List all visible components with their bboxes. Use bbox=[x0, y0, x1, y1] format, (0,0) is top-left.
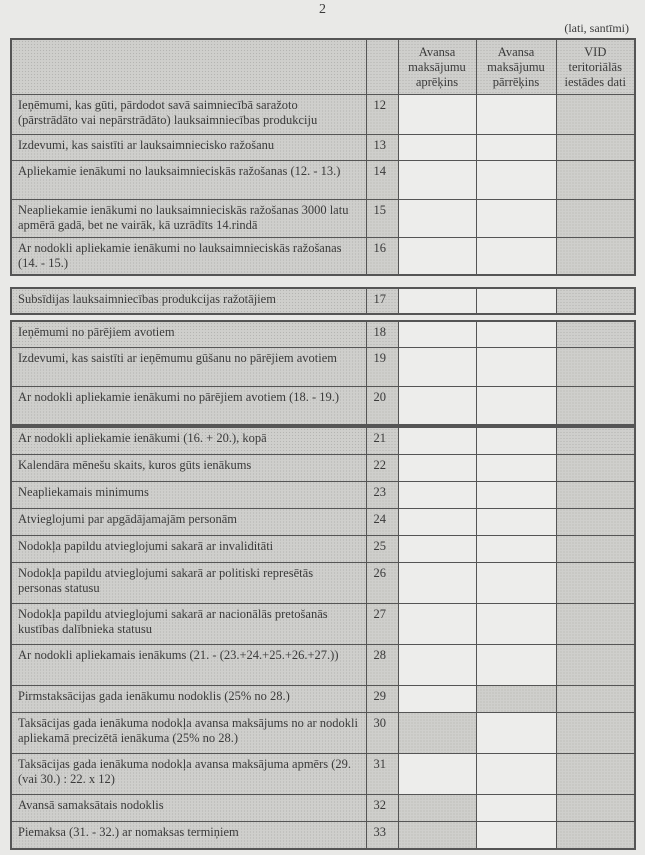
vid-data-cell bbox=[556, 508, 635, 535]
advance-calculation-cell[interactable] bbox=[398, 603, 476, 644]
advance-recalculation-cell[interactable] bbox=[476, 134, 556, 160]
row-description: Piemaksa (31. - 32.) ar nomaksas termiņiem bbox=[11, 821, 366, 849]
table-row bbox=[11, 288, 635, 314]
table-row bbox=[11, 603, 635, 644]
row-number: 29 bbox=[366, 685, 398, 712]
advance-recalculation-cell[interactable] bbox=[476, 199, 556, 237]
tax-calculation-table bbox=[10, 426, 636, 850]
header-advance-recalculation: Avansa maksājumu pārrēķins bbox=[476, 39, 556, 94]
advance-calculation-cell[interactable] bbox=[398, 427, 476, 454]
row-number: 12 bbox=[366, 94, 398, 134]
row-description: Ieņēmumi, kas gūti, pārdodot savā saimniecībā saražoto (pārstrādāto vai nepārstrādāto) lauksaimniecības produkciju bbox=[11, 94, 366, 134]
row-description: Neapliekamais minimums bbox=[11, 481, 366, 508]
table-row bbox=[11, 535, 635, 562]
vid-data-cell bbox=[556, 386, 635, 425]
advance-calculation-cell[interactable] bbox=[398, 94, 476, 134]
advance-recalculation-cell[interactable] bbox=[476, 481, 556, 508]
table-row bbox=[11, 427, 635, 454]
row-description: Avansā samaksātais nodoklis bbox=[11, 794, 366, 821]
advance-recalculation-cell[interactable] bbox=[476, 603, 556, 644]
row-number: 19 bbox=[366, 347, 398, 386]
table-row bbox=[11, 199, 635, 237]
row-description: Nodokļa papildu atvieglojumi sakarā ar politiski represētās personas statusu bbox=[11, 562, 366, 603]
row-description: Nodokļa papildu atvieglojumi sakarā ar nacionālās pretošanās kustības dalībnieka statusu bbox=[11, 603, 366, 644]
advance-recalculation-cell[interactable] bbox=[476, 347, 556, 386]
advance-calculation-cell bbox=[398, 821, 476, 849]
header-desc-cell bbox=[11, 39, 366, 94]
advance-calculation-cell[interactable] bbox=[398, 160, 476, 199]
page-number: 2 bbox=[319, 2, 326, 17]
row-number: 21 bbox=[366, 427, 398, 454]
advance-recalculation-cell[interactable] bbox=[476, 712, 556, 753]
row-description: Ar nodokli apliekamie ienākumi no pārējiem avotiem (18. - 19.) bbox=[11, 386, 366, 425]
vid-data-cell bbox=[556, 321, 635, 347]
header-row bbox=[11, 39, 635, 94]
advance-calculation-cell[interactable] bbox=[398, 386, 476, 425]
row-number: 14 bbox=[366, 160, 398, 199]
row-number: 27 bbox=[366, 603, 398, 644]
advance-calculation-cell bbox=[398, 794, 476, 821]
advance-recalculation-cell[interactable] bbox=[476, 644, 556, 685]
table-row bbox=[11, 644, 635, 685]
table-row bbox=[11, 160, 635, 199]
advance-calculation-cell[interactable] bbox=[398, 288, 476, 314]
row-description: Ieņēmumi no pārējiem avotiem bbox=[11, 321, 366, 347]
vid-data-cell bbox=[556, 794, 635, 821]
table-row bbox=[11, 712, 635, 753]
vid-data-cell bbox=[556, 199, 635, 237]
vid-data-cell bbox=[556, 562, 635, 603]
advance-recalculation-cell[interactable] bbox=[476, 321, 556, 347]
row-description: Izdevumi, kas saistīti ar lauksaimniecisko ražošanu bbox=[11, 134, 366, 160]
advance-recalculation-cell[interactable] bbox=[476, 427, 556, 454]
header-vid-data: VID teritoriālās iestādes dati bbox=[556, 39, 635, 94]
advance-recalculation-cell[interactable] bbox=[476, 160, 556, 199]
row-description: Apliekamie ienākumi no lauksaimnieciskās ražošanas (12. - 13.) bbox=[11, 160, 366, 199]
advance-recalculation-cell[interactable] bbox=[476, 386, 556, 425]
advance-calculation-cell[interactable] bbox=[398, 508, 476, 535]
other-sources-table bbox=[10, 320, 636, 426]
row-number: 17 bbox=[366, 288, 398, 314]
advance-recalculation-cell[interactable] bbox=[476, 794, 556, 821]
advance-recalculation-cell[interactable] bbox=[476, 821, 556, 849]
vid-data-cell bbox=[556, 644, 635, 685]
advance-recalculation-cell[interactable] bbox=[476, 288, 556, 314]
table-row bbox=[11, 94, 635, 134]
row-description: Subsīdijas lauksaimniecības produkcijas ražotājiem bbox=[11, 288, 366, 314]
row-number: 15 bbox=[366, 199, 398, 237]
row-number: 16 bbox=[366, 237, 398, 275]
row-number: 25 bbox=[366, 535, 398, 562]
row-number: 20 bbox=[366, 386, 398, 425]
advance-recalculation-cell[interactable] bbox=[476, 94, 556, 134]
advance-calculation-cell[interactable] bbox=[398, 562, 476, 603]
row-number: 24 bbox=[366, 508, 398, 535]
row-description: Taksācijas gada ienākuma nodokļa avansa maksājums no ar nodokli apliekamā precizētā ienākuma (25% no 28.) bbox=[11, 712, 366, 753]
row-description: Taksācijas gada ienākuma nodokļa avansa maksājuma apmērs (29. (vai 30.) : 22. x 12) bbox=[11, 753, 366, 794]
table-row bbox=[11, 454, 635, 481]
row-description: Neapliekamie ienākumi no lauksaimnieciskās ražošanas 3000 latu apmērā gadā, bet ne vairāk, kā uzrādīts 14.rindā bbox=[11, 199, 366, 237]
row-number: 28 bbox=[366, 644, 398, 685]
row-number: 26 bbox=[366, 562, 398, 603]
row-number: 31 bbox=[366, 753, 398, 794]
vid-data-cell bbox=[556, 427, 635, 454]
vid-data-cell bbox=[556, 603, 635, 644]
table-row bbox=[11, 562, 635, 603]
row-description: Nodokļa papildu atvieglojumi sakarā ar invaliditāti bbox=[11, 535, 366, 562]
row-number: 22 bbox=[366, 454, 398, 481]
advance-calculation-cell[interactable] bbox=[398, 685, 476, 712]
row-description: Pirmstaksācijas gada ienākumu nodoklis (25% no 28.) bbox=[11, 685, 366, 712]
row-description: Ar nodokli apliekamie ienākumi no lauksaimnieciskās ražošanas (14. - 15.) bbox=[11, 237, 366, 275]
row-number: 23 bbox=[366, 481, 398, 508]
table-row bbox=[11, 134, 635, 160]
row-description: Izdevumi, kas saistīti ar ieņēmumu gūšanu no pārējiem avotiem bbox=[11, 347, 366, 386]
header-advance-calculation: Avansa maksājumu aprēķins bbox=[398, 39, 476, 94]
vid-data-cell bbox=[556, 481, 635, 508]
advance-recalculation-cell[interactable] bbox=[476, 753, 556, 794]
advance-calculation-cell[interactable] bbox=[398, 644, 476, 685]
vid-data-cell bbox=[556, 821, 635, 849]
table-row bbox=[11, 753, 635, 794]
table-row bbox=[11, 794, 635, 821]
vid-data-cell bbox=[556, 685, 635, 712]
advance-calculation-cell[interactable] bbox=[398, 134, 476, 160]
advance-recalculation-cell[interactable] bbox=[476, 237, 556, 275]
vid-data-cell bbox=[556, 753, 635, 794]
advance-recalculation-cell[interactable] bbox=[476, 562, 556, 603]
advance-recalculation-cell[interactable] bbox=[476, 454, 556, 481]
vid-data-cell bbox=[556, 347, 635, 386]
table-row bbox=[11, 237, 635, 275]
row-description: Kalendāra mēnešu skaits, kuros gūts ienākums bbox=[11, 454, 366, 481]
advance-calculation-cell[interactable] bbox=[398, 454, 476, 481]
row-description: Ar nodokli apliekamie ienākumi (16. + 20.), kopā bbox=[11, 427, 366, 454]
advance-calculation-cell[interactable] bbox=[398, 535, 476, 562]
row-number: 33 bbox=[366, 821, 398, 849]
advance-calculation-cell[interactable] bbox=[398, 481, 476, 508]
row-number: 32 bbox=[366, 794, 398, 821]
units-note: (lati, santīmi) bbox=[564, 21, 629, 35]
row-number: 30 bbox=[366, 712, 398, 753]
table-row bbox=[11, 321, 635, 347]
table-row bbox=[11, 481, 635, 508]
advance-recalculation-cell[interactable] bbox=[476, 508, 556, 535]
income-agriculture-table bbox=[10, 38, 636, 276]
advance-recalculation-cell[interactable] bbox=[476, 535, 556, 562]
table-row bbox=[11, 821, 635, 849]
advance-calculation-cell bbox=[398, 712, 476, 753]
advance-calculation-cell[interactable] bbox=[398, 237, 476, 275]
advance-calculation-cell[interactable] bbox=[398, 347, 476, 386]
table-row bbox=[11, 386, 635, 425]
table-row bbox=[11, 347, 635, 386]
vid-data-cell bbox=[556, 288, 635, 314]
vid-data-cell bbox=[556, 160, 635, 199]
row-number: 13 bbox=[366, 134, 398, 160]
vid-data-cell bbox=[556, 237, 635, 275]
vid-data-cell bbox=[556, 535, 635, 562]
subsidies-table bbox=[10, 287, 636, 315]
advance-recalculation-cell bbox=[476, 685, 556, 712]
row-description: Ar nodokli apliekamais ienākums (21. - (23.+24.+25.+26.+27.)) bbox=[11, 644, 366, 685]
vid-data-cell bbox=[556, 94, 635, 134]
advance-calculation-cell[interactable] bbox=[398, 321, 476, 347]
advance-calculation-cell[interactable] bbox=[398, 753, 476, 794]
table-row bbox=[11, 508, 635, 535]
advance-calculation-cell[interactable] bbox=[398, 199, 476, 237]
row-number: 18 bbox=[366, 321, 398, 347]
header-num-cell bbox=[366, 39, 398, 94]
vid-data-cell bbox=[556, 454, 635, 481]
vid-data-cell bbox=[556, 134, 635, 160]
table-row bbox=[11, 685, 635, 712]
row-description: Atvieglojumi par apgādājamajām personām bbox=[11, 508, 366, 535]
vid-data-cell bbox=[556, 712, 635, 753]
